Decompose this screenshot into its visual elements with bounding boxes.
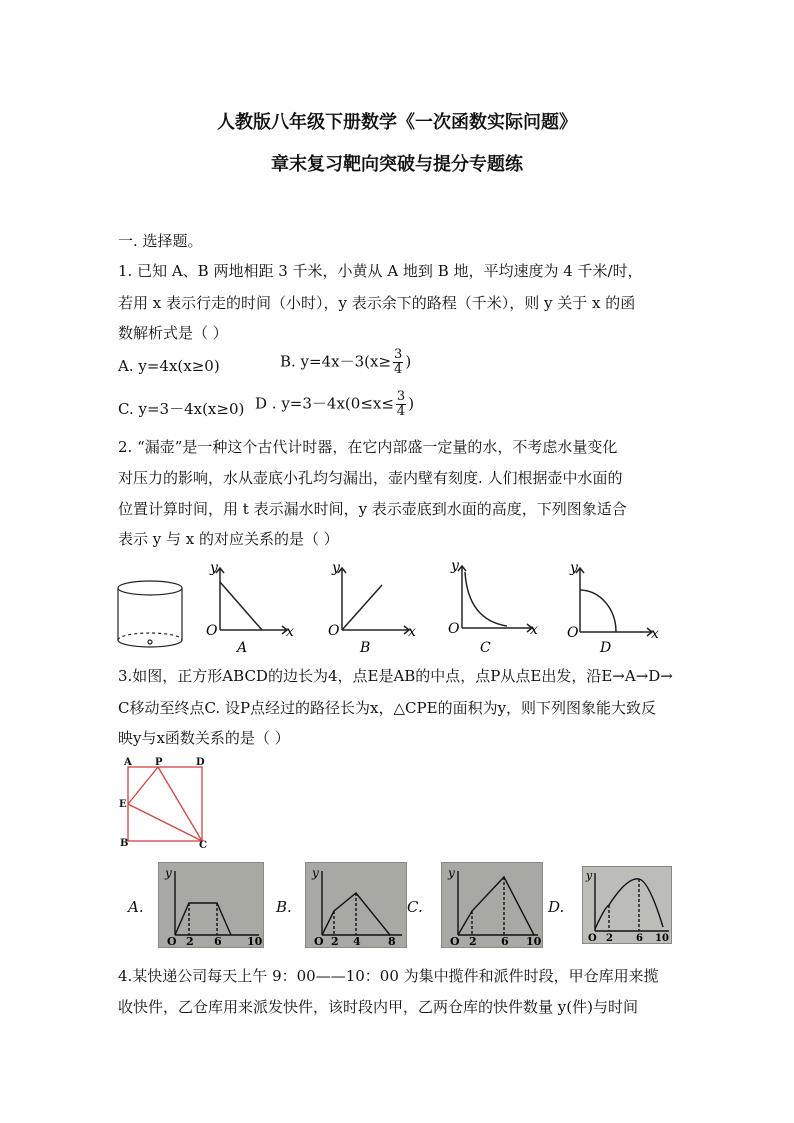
fraction: $\frac{3}{4}$	[394, 347, 403, 377]
q2-line-1: 2. “漏壶”是一种这个古代计时器，在它内部盛一定量的水，不考虑水量变化	[118, 438, 618, 456]
svg-text:O: O	[588, 933, 597, 943]
svg-text:8: 8	[388, 935, 396, 947]
svg-text:6: 6	[214, 935, 222, 947]
graph-d	[576, 568, 652, 636]
q3-graph-b	[305, 862, 407, 948]
svg-text:6: 6	[501, 935, 509, 947]
svg-text:2: 2	[606, 933, 613, 943]
svg-text:y: y	[165, 866, 172, 880]
q2-line-2: 对压力的影响，水从壶底小孔均匀漏出，壶内壁有刻度. 人们根据壶中水面的	[118, 469, 623, 487]
q3-option-a-label: A.	[128, 898, 144, 916]
axis-y-label: y	[570, 560, 578, 576]
q1-line-1: 1. 已知 A、B 两地相距 3 千米，小黄从 A 地到 B 地，平均速度为 4 千米/时，	[118, 262, 643, 280]
q3-option-b-label: B.	[276, 898, 292, 916]
q1-option-c: C. y=3－4x(x≥0)	[118, 400, 245, 418]
q2-figures	[112, 560, 672, 660]
q1-line-2: 若用 x 表示行走的时间（小时），y 表示余下的路程（千米），则 y 关于 x 的函	[118, 294, 636, 312]
q1-option-b: B. y=4x－3(x≥ $\frac{3}{4}$ )	[280, 347, 412, 377]
vertex-c-label: C	[199, 840, 207, 850]
square-abcd-figure	[112, 755, 222, 850]
svg-text:y: y	[586, 869, 593, 882]
axis-y-label: y	[451, 560, 459, 574]
vertex-b-label: B	[120, 838, 129, 849]
axis-x-label: x	[286, 624, 294, 640]
q2-line-3: 位置计算时间，用 t 表示漏水时间，y 表示壶底到水面的高度，下列图象适合	[118, 500, 627, 518]
svg-text:O: O	[167, 935, 177, 947]
svg-text:y: y	[312, 866, 319, 880]
q3-line-1: 3.如图，正方形ABCD的边长为4，点E是AB的中点，点P从点E出发，沿E→A→D→	[118, 667, 673, 685]
q3-graph-c	[441, 862, 543, 948]
graph-a-label: A	[237, 640, 248, 656]
graph-c	[458, 566, 532, 632]
origin-label: O	[206, 623, 218, 639]
document-subtitle: 章末复习靶向突破与提分专题练	[271, 154, 523, 175]
graph-b	[338, 568, 409, 634]
origin-label: O	[448, 621, 460, 637]
q2-line-4: 表示 y 与 x 的对应关系的是（ ）	[118, 530, 339, 548]
q3-line-3: 映y与x函数关系的是（ ）	[118, 729, 290, 747]
vertex-d-label: D	[196, 757, 205, 768]
vertex-a-label: A	[124, 757, 132, 768]
origin-label: O	[567, 625, 579, 641]
q4-line-2: 收快件，乙仓库用来派发快件，该时段内甲，乙两仓库的快件数量 y(件)与时间	[118, 998, 638, 1016]
axis-x-label: x	[408, 624, 416, 640]
graph-b-label: B	[360, 640, 371, 656]
svg-text:O: O	[450, 935, 460, 947]
document-title: 人教版八年级下册数学《一次函数实际问题》	[217, 112, 577, 133]
axis-x-label: x	[530, 622, 538, 638]
q3-option-d-label: D.	[548, 898, 565, 916]
section-heading: 一. 选择题。	[118, 232, 203, 250]
q3-graph-a	[158, 862, 264, 948]
axis-x-label: x	[651, 626, 659, 642]
svg-text:6: 6	[636, 933, 643, 943]
graph-c-label: C	[480, 640, 491, 656]
svg-text:2: 2	[469, 935, 477, 947]
svg-text:2: 2	[331, 935, 339, 947]
q1-option-a: A. y=4x(x≥0)	[118, 357, 220, 375]
point-e-label: E	[119, 799, 127, 810]
point-p-label: P	[155, 757, 163, 768]
cylinder-figure	[118, 581, 182, 647]
axis-y-label: y	[210, 560, 218, 576]
q1-option-d: D . y=3－4x(0≤x≤ $\frac{3}{4}$ )	[255, 389, 415, 419]
svg-text:10: 10	[655, 933, 669, 943]
graph-d-label: D	[600, 640, 612, 656]
q1-line-3: 数解析式是（ ）	[118, 324, 228, 342]
q3-graph-d	[582, 866, 672, 944]
fraction: $\frac{3}{4}$	[396, 389, 406, 419]
svg-text:2: 2	[186, 935, 194, 947]
q4-line-1: 4.某快递公司每天上午 9：00——10：00 为集中揽件和派件时段，甲仓库用来揽	[118, 967, 659, 985]
svg-text:10: 10	[247, 935, 263, 947]
q3-line-2: C移动至终点C. 设P点经过的路径长为x，△CPE的面积为y，则下列图象能大致反	[118, 699, 657, 717]
axis-y-label: y	[332, 560, 340, 576]
svg-text:O: O	[314, 935, 324, 947]
svg-text:4: 4	[353, 935, 361, 947]
svg-text:10: 10	[526, 935, 542, 947]
q3-option-c-label: C.	[407, 898, 423, 916]
svg-text:y: y	[448, 866, 455, 880]
graph-a	[216, 568, 287, 634]
origin-label: O	[328, 623, 340, 639]
